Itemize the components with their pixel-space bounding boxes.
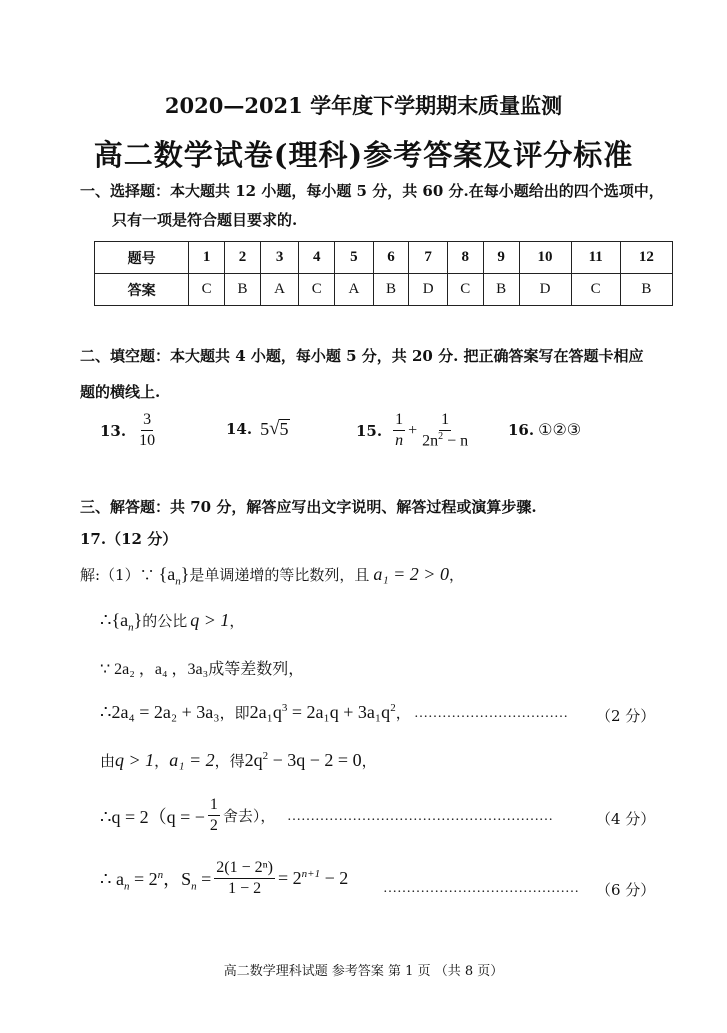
table-header-label: 题号 [95,242,189,274]
solution-line-6: ∴q = 2（q = − $\frac{1}{2}$ 舍去）， [100,796,276,834]
radical-sign: √ [269,418,280,439]
q15-fraction-2: $\frac{1}{2n^2 - n}$ [422,411,469,450]
question-number: 3 [260,242,298,274]
score-leader-dots: ………………………………………………… [287,809,553,824]
q16-label: 16. [508,420,535,439]
section1-heading-line1: 一、选择题：本大题共 12 小题，每小题 5 分，共 60 分.在每小题给出的四个选项中， [80,182,664,200]
question-number: 6 [373,242,409,274]
answer-15: 15. $\frac{1}{n}$ + $\frac{1}{2n^2 - n}$ [356,411,469,450]
answer-cell: C [571,274,620,306]
page-title: 高二数学试卷(理科)参考答案及评分标准 [93,138,634,172]
solution-line-3: ∵ 2a₂ ，a₄ ，3a₃成等差数列， [100,661,305,678]
table-answer-label: 答案 [95,274,189,306]
answer-cell: D [409,274,447,306]
q13-fraction: $\frac{3}{10}$ [139,411,156,449]
table-row-numbers [95,242,673,274]
answer-cell: B [225,274,261,306]
q15-fraction-1: $\frac{1}{n}$ [395,411,404,450]
score-leader-dots: …………………………………… [383,881,579,896]
answer-cell: D [519,274,571,306]
q15-label: 15. [356,421,383,440]
answer-13 [100,410,160,451]
fraction-one-half: $\frac{1}{2}$ [209,796,218,834]
answer-cell: B [620,274,672,306]
section1-heading-line2: 只有一项是符合题目要求的. [112,211,298,229]
question-number: 9 [483,242,519,274]
score-leader-dots: …………………………… [414,706,568,721]
question-number: 1 [189,242,225,274]
question-number: 12 [620,242,672,274]
answer-cell: A [260,274,298,306]
section2-heading-line2: 题的横线上. [80,383,161,401]
question-number: 8 [447,242,483,274]
section3-heading: 三、解答题：共 70 分，解答应写出文字说明、解答过程或演算步骤. [80,498,537,516]
table-row-answers [95,274,673,306]
sum-formula-fraction: $\frac{\text{2(1 − 2ⁿ)}}{1 - 2}$ [216,859,273,897]
solution-line-5: 由 q > 1 ， a₁ = 2 ，得 $2q^2 - 3q - 2 = 0$ ， [100,750,377,770]
answer-16 [508,420,581,439]
answer-cell: B [483,274,519,306]
score-6: （6 分） [596,881,656,899]
answer-cell: C [189,274,225,306]
q16-answer: ①②③ [538,420,582,439]
q14-coefficient: 5 [260,418,270,439]
solution-line-7: ∴ $a_n = 2^n$，$S_n$ = $\frac{\text{2(1 − 2ⁿ)}}{1 - 2}$ = $2^{n+1} - 2$ [100,859,349,897]
section2-heading-line1: 二、填空题：本大题共 4 小题，每小题 5 分，共 20 分. 把正确答案写在答题卡相应 [80,347,644,365]
question-17-title: 17.（12 分） [80,530,178,548]
score-4: （4 分） [596,810,656,828]
solution-line-4: ∴2a₄ = 2a₂ + 3a₃ ，即 $2a_1q^3 = 2a_1q + 3a_1q^2$ ， [100,702,411,722]
question-number: 7 [409,242,447,274]
exam-subtitle: 2020—2021 学年度下学期期末质量监测 [164,93,563,118]
question-number: 10 [519,242,571,274]
page-footer: 高二数学理科试题 参考答案 第 1 页 （共 8 页） [223,964,504,979]
question-number: 2 [225,242,261,274]
answer-cell: A [335,274,373,306]
question-number: 5 [335,242,373,274]
solution-line-2: ∴ $\{a_n\}$ 的公比 q > 1 ， [100,610,245,634]
answer-cell: C [447,274,483,306]
question-number: 4 [299,242,335,274]
answer-cell: B [373,274,409,306]
solution-line-1: 解:（1）∵ $\{a_n\}$ 是单调递增的等比数列，且 a₁ = 2 > 0 ， [80,564,464,588]
question-number: 11 [571,242,620,274]
answer-14 [226,418,290,440]
score-2: （2 分） [596,707,656,725]
q14-label: 14. [226,420,253,438]
answer-table [94,241,673,306]
q14-radicand: 5 [279,418,289,439]
answer-cell: C [299,274,335,306]
q13-label: 13. [100,421,127,440]
